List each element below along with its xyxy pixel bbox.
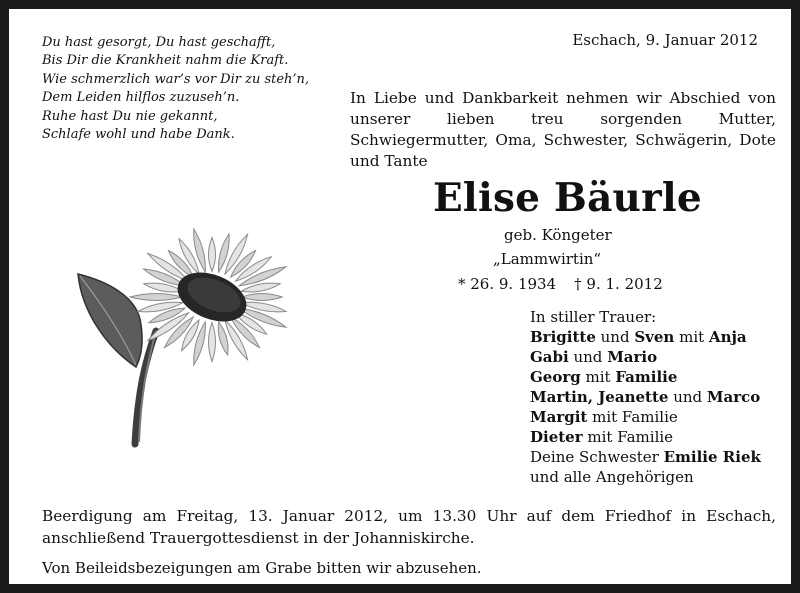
poem-line: Dem Leiden hilflos zuzuseh’n. xyxy=(42,90,240,106)
mourner-line xyxy=(530,387,761,407)
petal xyxy=(242,294,282,301)
mourner-text: mit Familie xyxy=(582,428,674,446)
deceased-name: Elise Bäurle xyxy=(433,175,702,221)
petal xyxy=(130,294,182,301)
sunflower-center xyxy=(170,263,253,331)
mourners-heading: In stiller Trauer: xyxy=(530,308,657,326)
nickname: „Lammwirtin“ xyxy=(493,250,602,268)
poem-line: Du hast gesorgt, Du hast geschafft, xyxy=(42,35,276,50)
mourner-text: Martin, Jeanette xyxy=(530,388,669,406)
petal xyxy=(209,323,216,362)
mourner-line xyxy=(530,367,761,387)
birth-date: * 26. 9. 1934 xyxy=(458,275,557,293)
poem-line: Ruhe hast Du nie gekannt, xyxy=(42,108,218,124)
mourner-text: und xyxy=(668,388,707,406)
mourner-text: Gabi xyxy=(530,348,569,366)
mourner-text: und xyxy=(595,328,635,346)
funeral-notice: Beerdigung am Freitag, 13. Januar 2012, um 13.30 Uhr auf dem Friedhof in Eschach, anschließend Trauergottesdienst in der Johanniskirche. xyxy=(42,507,776,547)
mourner-lines xyxy=(530,327,761,487)
mourner-line xyxy=(530,407,761,427)
poem-line: Bis Dir die Krankheit nahm die Kraft. xyxy=(42,53,289,69)
sunflower-leaf xyxy=(78,274,142,367)
closing-note: Von Beileidsbezeigungen am Grabe bitten wir abzusehen. xyxy=(42,559,482,577)
mourner-text: Familie xyxy=(615,368,678,386)
mourner-text: mit xyxy=(674,328,709,346)
mourner-text: Deine Schwester xyxy=(530,448,664,466)
death-date: † 9. 1. 2012 xyxy=(574,275,663,293)
mourner-text: Mario xyxy=(607,348,658,366)
mourner-text: Brigitte xyxy=(530,328,596,346)
place-date: Eschach, 9. Januar 2012 xyxy=(572,31,758,49)
mourner-text: Dieter xyxy=(530,428,583,446)
mourner-line xyxy=(530,327,761,347)
mourner-line xyxy=(530,467,761,487)
mourner-line xyxy=(530,427,761,447)
sunflower-illustration xyxy=(64,199,314,451)
mourner-line xyxy=(530,447,761,467)
mourner-text: Marco xyxy=(706,388,761,406)
intro-text: In Liebe und Dankbarkeit nehmen wir Abschied von unserer lieben treu sorgenden Mutter, Schwiegermutter, Oma, Schwester, Schwägerin, Dote und Tante xyxy=(350,89,776,170)
mourner-text: Emilie Riek xyxy=(663,448,761,466)
poem-line: Schlafe wohl und habe Dank. xyxy=(42,127,235,143)
mourner-text: und xyxy=(568,348,608,366)
mourners-list xyxy=(530,307,761,487)
maiden-name: geb. Köngeter xyxy=(504,226,612,244)
mourner-text: und alle Angehörigen xyxy=(530,468,694,486)
mourner-text: Anja xyxy=(708,328,747,346)
mourner-text: Georg xyxy=(530,368,581,386)
life-dates xyxy=(458,275,663,293)
mourner-text: Sven xyxy=(634,328,675,346)
mourner-text: mit xyxy=(580,368,616,386)
petal xyxy=(209,238,216,272)
mourner-text: mit Familie xyxy=(587,408,678,426)
poem-line: Wie schmerzlich war’s vor Dir zu steh’n, xyxy=(42,71,310,87)
mourner-text: Margit xyxy=(530,408,588,426)
poem xyxy=(42,34,309,144)
mourner-line xyxy=(530,347,761,367)
